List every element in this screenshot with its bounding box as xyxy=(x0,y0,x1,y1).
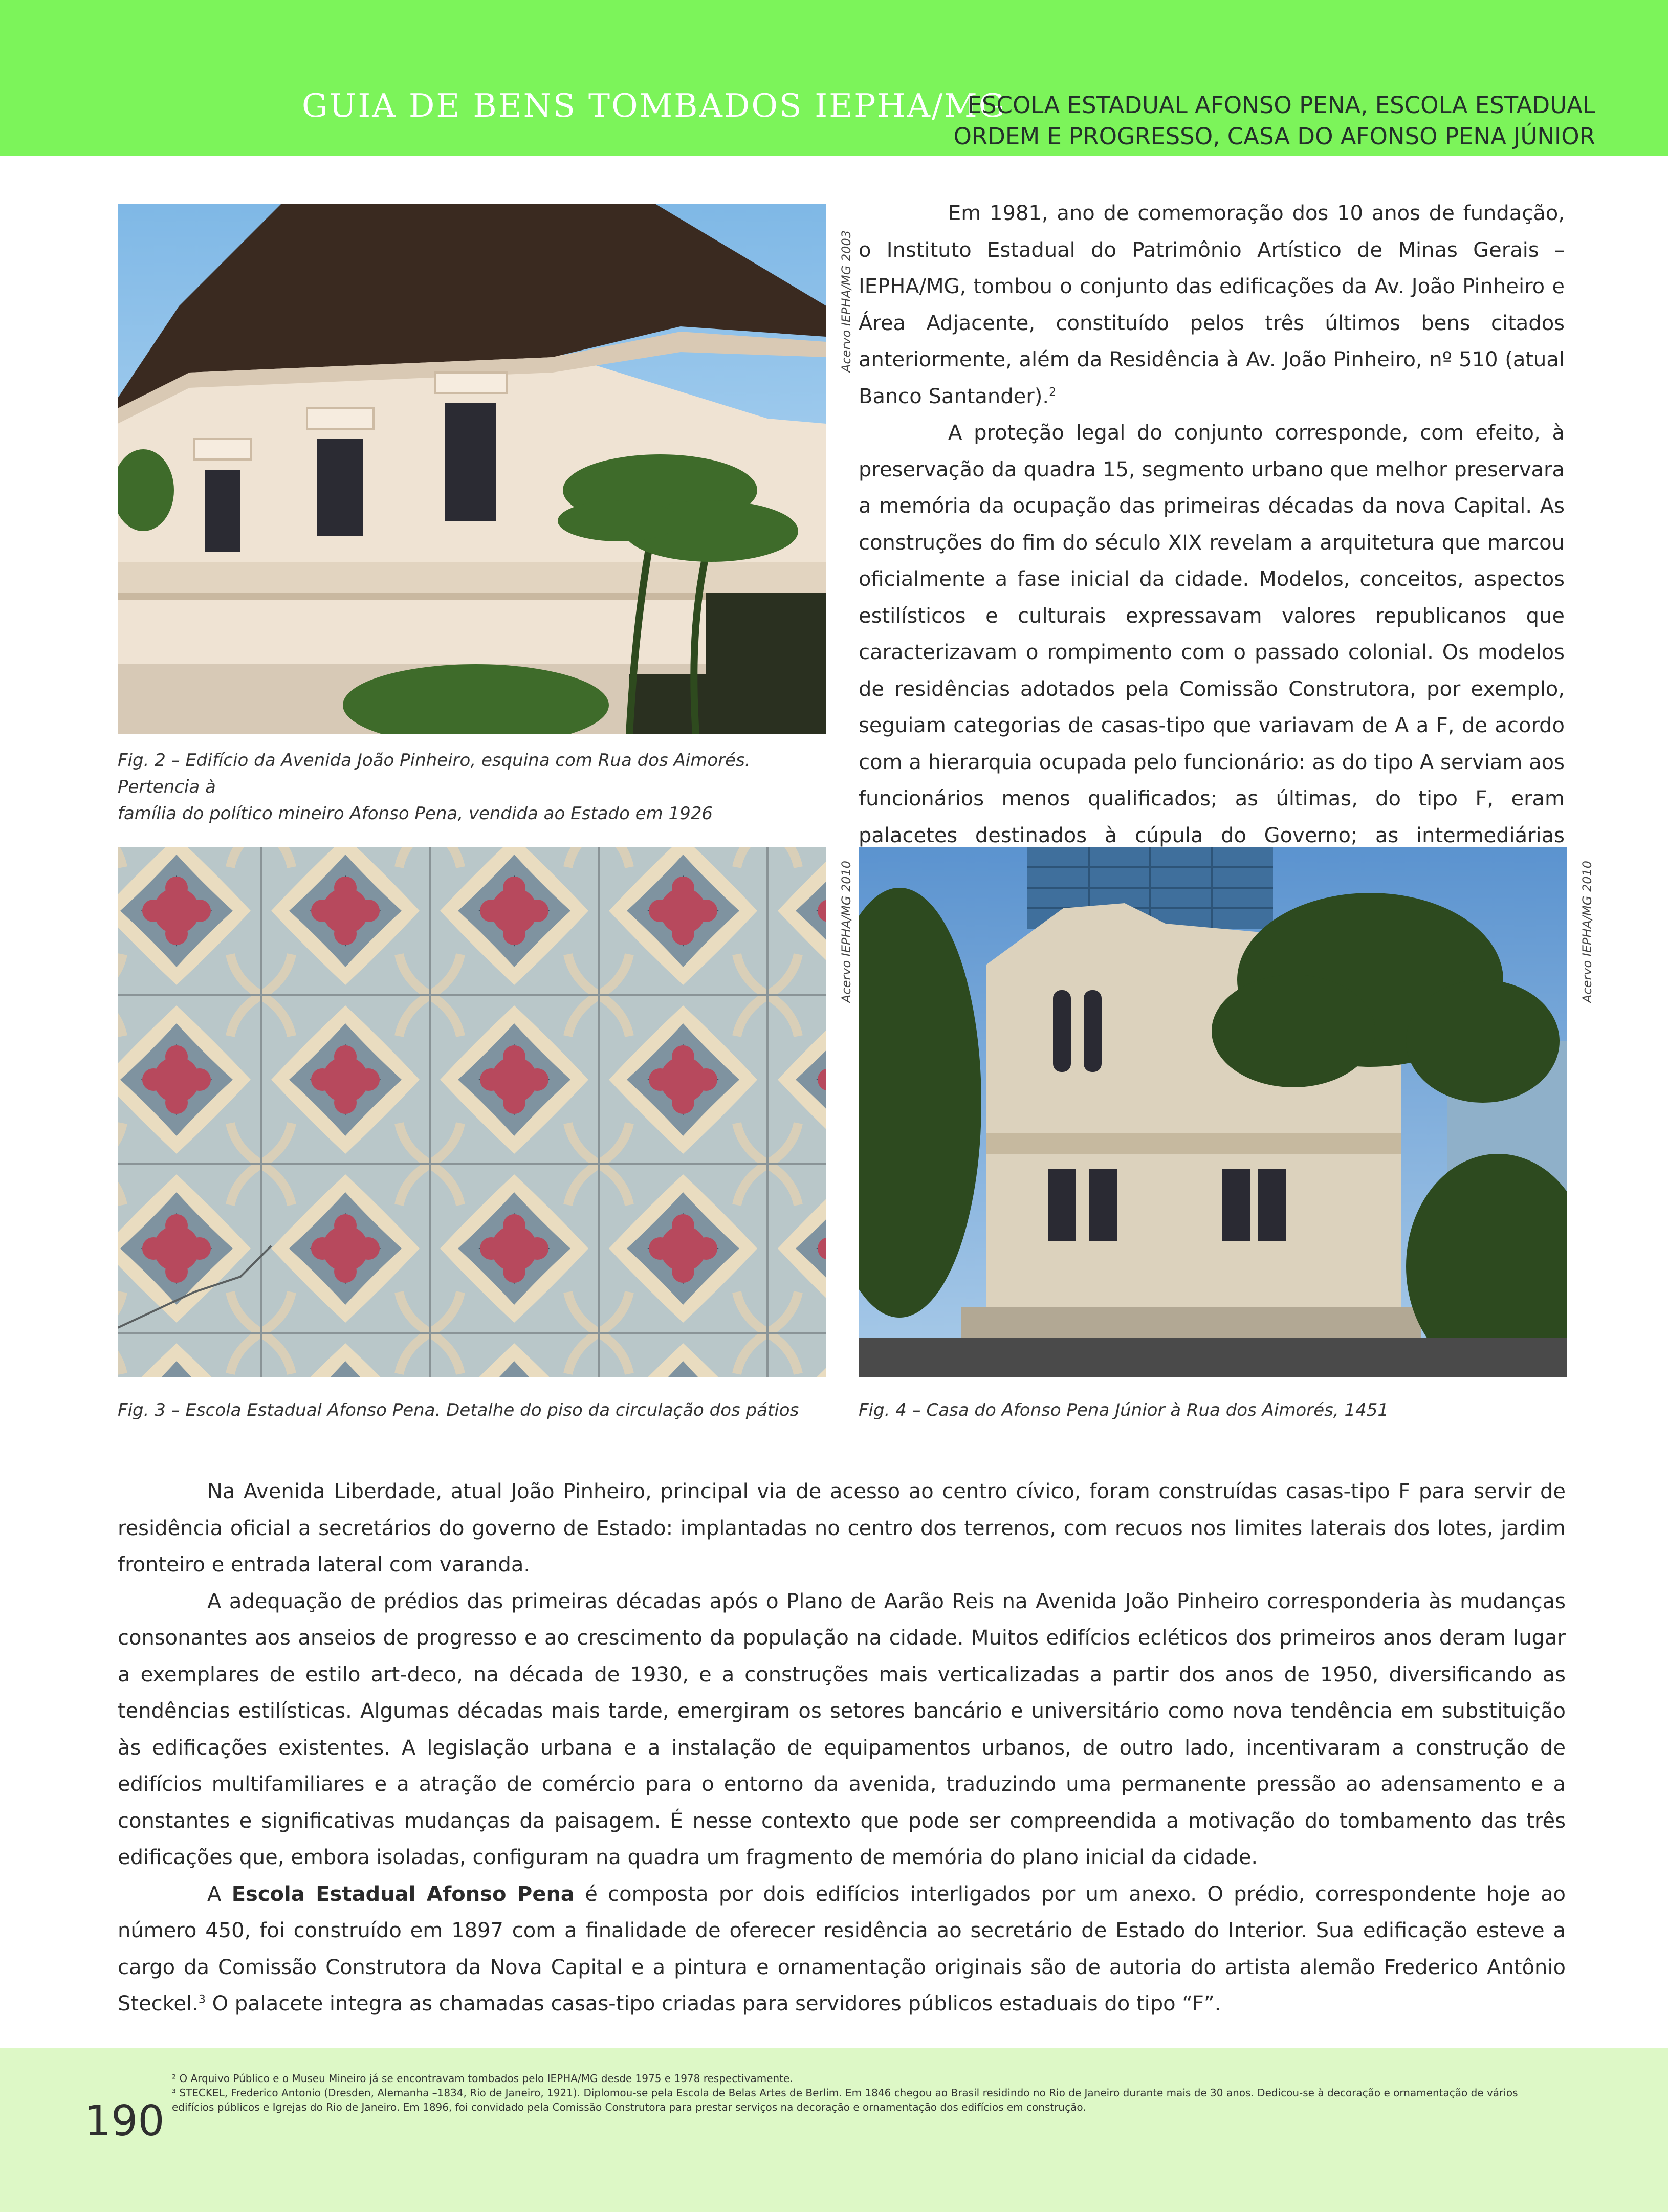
fig3-credit: Acervo IEPHA/MG 2010 xyxy=(839,860,853,1003)
footnotes xyxy=(172,2071,1564,2114)
page-number: 190 xyxy=(84,2097,165,2145)
section-title xyxy=(905,90,1595,152)
column-text xyxy=(859,195,1565,891)
fig3-caption: Fig. 3 – Escola Estadual Afonso Pena. Detalhe do piso da circulação dos pátios xyxy=(118,1400,799,1420)
body-paragraph-3: A Escola Estadual Afonso Pena é composta por dois edifícios interligados por um anexo. O prédio, correspondente hoje ao número 450, foi construído em 1897 com a finalidade de oferecer residência ao secretário de Estado do Interior. Sua edificação esteve a cargo da Comissão Construtora da Nova Capital e a pintura e ornamentação originais são de autoria do artista alemão Frederico Antônio Steckel.$^3$ O palacete integra as chamadas casas-tipo criadas para servidores públicos estaduais do tipo “F”. xyxy=(118,1882,1566,2016)
footnote-3-line-2: edifícios públicos e Igrejas do Rio de Janeiro. Em 1896, foi convidado pela Comissão Construtora para prestar serviços na decoração e ornamentação dos edifícios em construção. xyxy=(172,2101,1086,2113)
fig2-caption xyxy=(118,747,834,827)
column-paragraph-1: Em 1981, ano de comemoração dos 10 anos de fundação, o Instituto Estadual do Patrimônio Artístico de Minas Gerais – IEPHA/MG, tombou o conjunto das edificações da Av. João Pinheiro e Área Adjacente, constituído pelos três últimos bens citados anteriormente, além da Residência à Av. João Pinheiro, nº 510 (atual Banco Santander).$^2$ xyxy=(859,202,1565,408)
fig2-credit: Acervo IEPHA/MG 2003 xyxy=(839,230,853,373)
fig2-caption-line-2: família do político mineiro Afonso Pena, vendida ao Estado em 1926 xyxy=(118,803,713,824)
fig4-credit: Acervo IEPHA/MG 2010 xyxy=(1580,860,1594,1003)
guide-title: GUIA DE BENS TOMBADOS IEPHA/MG xyxy=(302,87,1006,124)
fig4-photo xyxy=(859,847,1567,1377)
body-paragraph-1: Na Avenida Liberdade, atual João Pinheiro, principal via de acesso ao centro cívico, foram construídas casas-tipo F para servir de residência oficial a secretários do governo de Estado: implantadas no centro dos terrenos, com recuos nos limites laterais dos lotes, jardim fronteiro e entrada lateral com varanda. xyxy=(118,1480,1566,1576)
fig2-caption-line-1: Fig. 2 – Edifício da Avenida João Pinheiro, esquina com Rua dos Aimorés. Pertencia à xyxy=(118,750,751,797)
fig2-photo xyxy=(118,204,826,734)
footnote-ref-3: 3 xyxy=(198,1993,206,2006)
footnote-3-line-1: ³ STECKEL, Frederico Antonio (Dresden, Alemanha –1834, Rio de Janeiro, 1921). Diplomou-se pela Escola de Belas Artes de Berlim. Em 1846 chegou ao Brasil residindo no Rio de Janeiro durante mais de 30 anos. Dedicou-se à decoração e ornamentação de vários xyxy=(172,2087,1518,2099)
footnote-2: ² O Arquivo Público e o Museu Mineiro já se encontravam tombados pelo IEPHA/MG desde 1975 e 1978 respectivamente. xyxy=(172,2072,793,2085)
footnote-ref-2: 2 xyxy=(1049,386,1057,399)
body-paragraph-2: A adequação de prédios das primeiras décadas após o Plano de Aarão Reis na Avenida João Pinheiro corresponderia às mudanças consonantes aos anseios de progresso e ao crescimento da população na cidade. Muitos edifícios ecléticos dos primeiros anos deram lugar a exemplares de estilo art-deco, na década de 1930, e a construções mais verticalizadas a partir dos anos de 1950, diversificando as tendências estilísticas. Algumas décadas mais tarde, emergiram os setores bancário e universitário como nova tendência em substituição às edificações existentes. A legislação urbana e a instalação de equipamentos urbanos, de outro lado, incentivaram a construção de edifícios multifamiliares e a atração de comércio para o entorno da avenida, traduzindo uma permanente pressão ao adensamento e a constantes e significativas mudanças da paisagem. É nesse contexto que pode ser compreendida a motivação do tombamento das três edificações que, embora isoladas, configuram na quadra um fragmento de memória do plano inicial da cidade. xyxy=(118,1589,1566,1869)
section-title-line-1: ESCOLA ESTADUAL AFONSO PENA, ESCOLA ESTADUAL xyxy=(967,92,1595,119)
section-title-line-2: ORDEM E PROGRESSO, CASA DO AFONSO PENA JÚNIOR xyxy=(953,123,1595,150)
body-text xyxy=(118,1474,1566,2023)
fig3-photo xyxy=(118,847,826,1377)
column-paragraph-2: A proteção legal do conjunto corresponde, com efeito, à preservação da quadra 15, segmento urbano que melhor preservara a memória da ocupação das primeiras décadas da nova Capital. As construções do fim do século XIX revelam a arquitetura que marcou oficialmente a fase inicial da cidade. Modelos, conceitos, aspectos estilísticos e culturais expressavam valores republicanos que caracterizavam o rompimento com o passado colonial. Os modelos de residências adotados pela Comissão Construtora, por exemplo, seguiam categorias de casas-tipo que variavam de A a F, de acordo com a hierarquia ocupada pelo funcionário: as do tipo A serviam aos funcionários menos qualificados; as últimas, do tipo F, eram palacetes destinados à cúpula do Governo; as intermediárias xyxy=(859,421,1565,847)
school-name: Escola Estadual Afonso Pena xyxy=(231,1882,575,1906)
page-header xyxy=(0,0,1668,156)
fig4-caption: Fig. 4 – Casa do Afonso Pena Júnior à Rua dos Aimorés, 1451 xyxy=(859,1400,1389,1420)
